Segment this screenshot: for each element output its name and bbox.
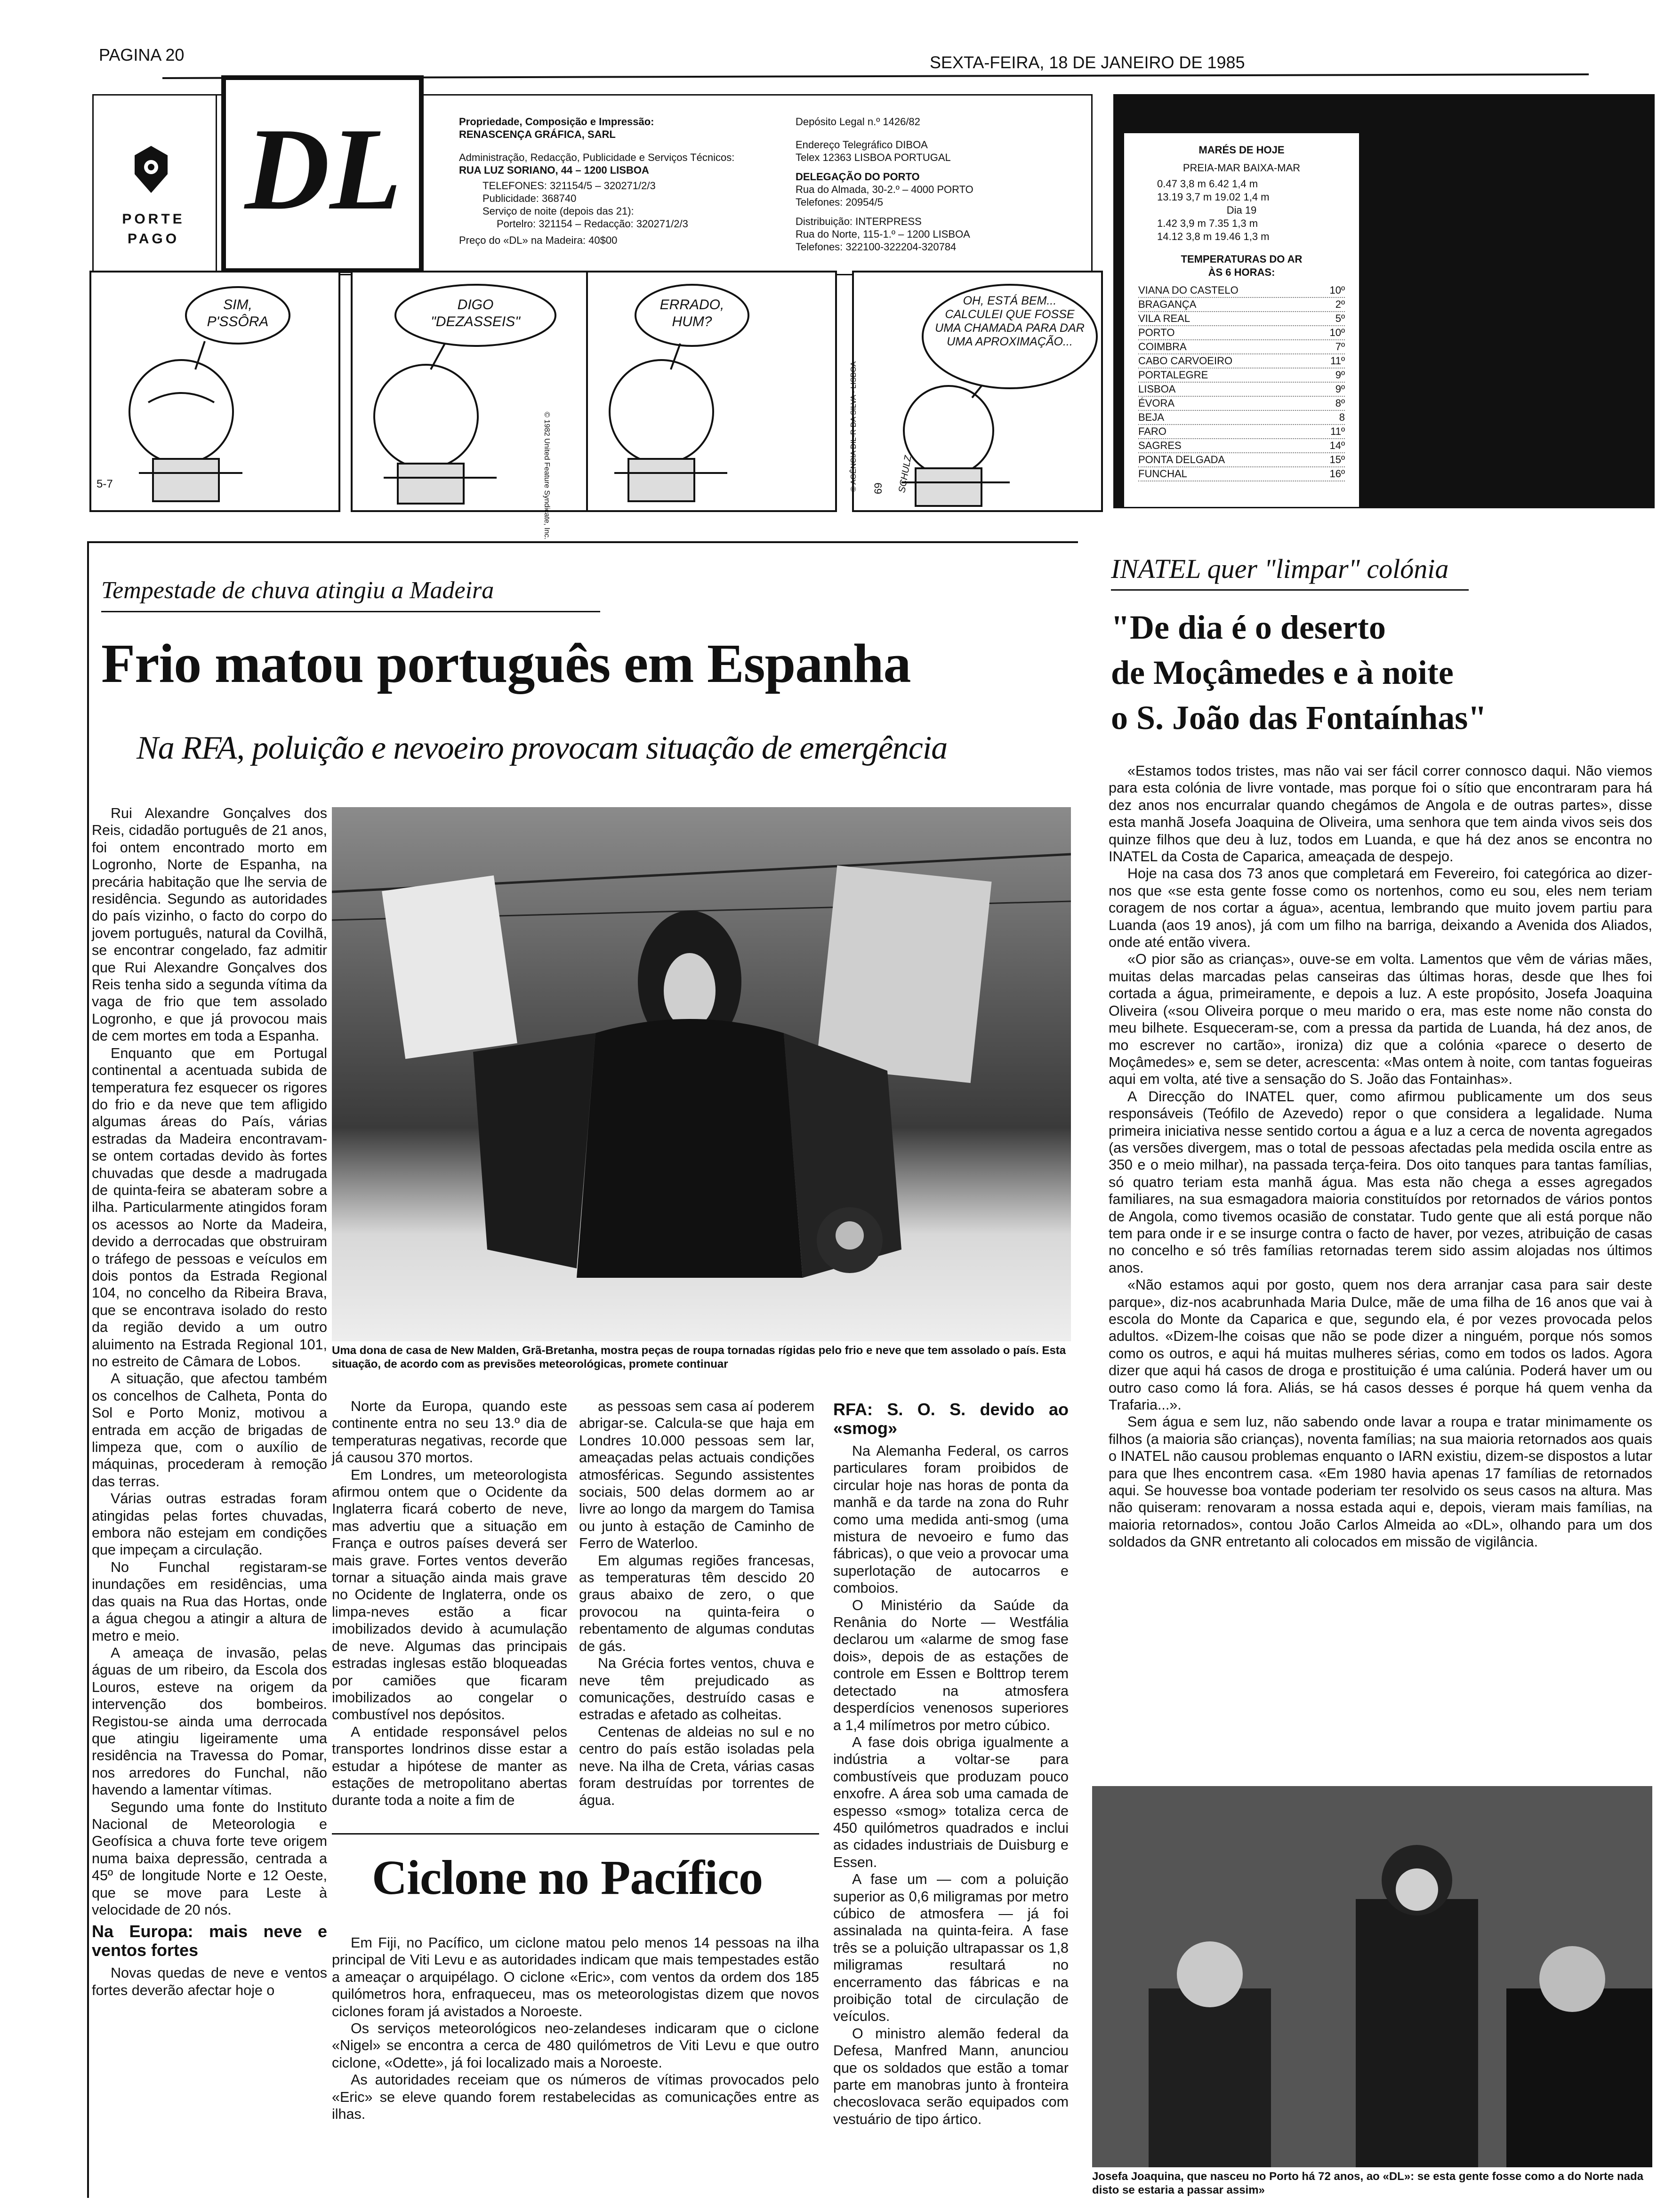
kicker-underline — [101, 611, 600, 612]
dl-logo-box — [221, 75, 424, 273]
temp-value: 11º — [1330, 425, 1345, 437]
masthead-col-2: Depósito Legal n.º 1426/82 Endereço Telegráfico DIBOA Telex 12363 LISBOA PORTUGAL DELEGAÇÃO DO PORTO Rua do Almada, 30-2.º – 4000 PORTO Telefones: 20954/5 Distribuição: INTERPRESS Rua do Norte, 115-1.º – 1200 LISBOA Telefones: 322100-322204-320784 — [796, 116, 973, 253]
temp-value: 10º — [1329, 284, 1345, 296]
comic-code: 5-7 — [97, 478, 113, 490]
temp-city: FARO — [1138, 425, 1166, 437]
temp-city: PORTALEGRE — [1138, 369, 1208, 381]
europe-subhead: Na Europa: mais neve e ventos fortes — [92, 1922, 327, 1960]
main-col-4: RFA: S. O. S. devido ao «smog» Na Alemanha Federal, os carros particulares foram proibidos de circular hoje nas horas de ponta da manhã e da tarde na zona do Ruhr como uma medida anti-smog (uma mistura de nevoeiro e fumo das fábricas), o que veio a provocar uma superlotação de autocarros e comboios. O Ministério da Saúde da Renânia do Norte — Westfália declarou um «alarme de smog fase dois», depois de as estações de controle em Essen e Bolttrop terem detectado na atmosfera desperdícios venenosos superiores a 1,4 milímetros por metro cúbico. A fase dois obriga igualmente a indústria a voltar-se para combustíveis que produzam pouco enxofre. A área sob uma camada de espesso «smog» totaliza cerca de 450 quilómetros quadrados e inclui as cidades industriais de Duisburg e Essen. A fase um — com a poluição superior as 0,6 miligramas por metro cúbico de atmosfera — já foi assinalada na quinta-feira. A fase três se a poluição ultrapassar os 1,8 miligramas resultará no encerramento das fábricas e na proibição total de circulação de veículos. O ministro alemão federal da Defesa, Manfred Mann, anunciou que os soldados que estão a tomar parte em manobras junto à fronteira checoslovaca serão equipados com vestuário de tipo ártico. — [833, 1400, 1069, 2127]
masthead-col-1: Propriedade, Composição e Impressão: RENASCENÇA GRÁFICA, SARL Administração, Redacção, Publicidade e Serviços Técnicos: RUA LUZ SORIANO, 44 – 1200 LISBOA TELEFONES: 321154/5 – 320271/2/3 Publicidade: 368740 Serviço de noite (depois das 21): Portelro: 321154 – Redacção: 320271/2/3 Preço do «DL» na Madeira: 40$00 — [459, 116, 735, 246]
bubble-3-text: ERRADO, HUM? — [660, 297, 724, 329]
temps-title: TEMPERATURAS DO AR — [1181, 253, 1303, 265]
comic-number: 69 — [872, 482, 884, 494]
tide-row: Dia 19 — [1226, 204, 1257, 216]
temp-value: 16º — [1329, 468, 1345, 480]
temp-row — [1138, 453, 1345, 467]
temp-row — [1138, 326, 1345, 340]
inatel-text: «Estamos todos tristes, mas não vai ser fácil correr connosco daqui. Não viemos para esta colónia de livre vontade, mas porque foi o sítio que encontraram para há dez anos nos encurralar quando chegámos de Angola e de outras partes», disse esta manhã Josefa Joaquina de Oliveira, uma senhora que tem ainda vivos seis dos quinze filhos que deu à luz, todos em Luanda, e que há dez anos se encontra no INATEL da Costa de Caparica, ameaçada de despejo. Hoje na casa dos 73 anos que completará em Fevereiro, foi categórica ao dizer-nos que «se esta gente fosse como os nortenhos, como eu sou, eles nem teriam coragem de nos cortar a água», acentua, lembrando que muito jovem partiu para Luanda (aos 19 anos), já com um filho na barriga, deixando a Avenida dos Aliados, onde até então vivera. «O pior são as crianças», ouve-se em volta. Lamentos que vêm de várias mães, muitas delas marcadas pelas canseiras das últimas horas, desde que lhes foi cortada a água, primeiramente, e depois a luz. A este propósito, Josefa Joaquina Oliveira («sou Oliveira porque o meu marido o era, mas este nome não consta do meu bilhete. Esqueceram-se, com a pressa da partida de Luanda, há dez anos, de mo escrever no cartão», ironiza) diz que a colónia «parece o deserto de Moçâmedes» e, sem se deter, acrescenta: «Mas ontem à noite, com tantas fogueiras aqui em volta, até tive a sensação do S. João das Fontainhas». A Direcção do INATEL quer, como afirmou publicamente um dos seus responsáveis (Teófilo de Azevedo) repor o que considera a legalidade. Numa primeira iniciativa nesse sentido cortou a água e a luz a cerca de noventa agregados (as versões divergem, mas o total de pessoas afectadas pela medida oscila entre as 350 e o meio milhar), na passada terça-feira. Dos oito tanques para tantas famílias, só quatro teriam esta manhã água. Mas esta não chega a esses agregados familiares, na sua esmagadora maioria constituídos por retornados de vários pontos de Angola, como tivemos ocasião de constatar. Tudo gente que ali está porque não tem para onde ir e se insurge contra o facto de haver, por vezes, atribuição de casas no concelho e só três famílias retornadas terem sido assim alojadas nos últimos anos. «Não estamos aqui por gosto, quem nos dera arranjar casa para sair deste parque», diz-nos acabrunhada Maria Dulce, mãe de uma filha de 16 anos que vai à escola do Monte da Caparica e que, segundo ela, é por vezes provocada pelos adultos. «Dizem-lhe coisas que não se pode dizer a ninguém, porque nós somos como os outros, e aqui há muitas mulheres sérias, como em todos os lados. Agora dizer que aqui há casos de droga e prostituição é uma calúnia. Poderá haver um ou outro caso como lá fora. Aliás, se há casos desses é porque há quem venha da Trafaria...». Sem água e sem luz, não sabendo onde lavar a roupa e tratar minimamente os filhos (a maioria são crianças), noventa famílias; na sua maioria retornados aos quais o INATEL não causou problemas enquanto o IARN existiu, dizem-se dispostos a lutar para que lhes encontrem casa. «Em 1980 havia apenas 17 famílias de retornados aqui. Se houvesse boa vontade poderiam ter resolvido os seus casos na altura. Mas não quiseram: renovaram a nossa estada aqui e, depois, vieram mais famílias, na maioria retornados», contou João Carlos Almeida ao «DL», olhando para um dos soldados da GNR entretanto ali colocados em missão de vigilância. — [1109, 763, 1652, 1550]
temp-value: 2º — [1335, 298, 1345, 310]
temp-row — [1138, 284, 1345, 298]
main-col-1: Rui Alexandre Gonçalves dos Reis, cidadão português de 21 anos, foi ontem encontrado morto em Logronho, Norte de Espanha, na precária habitação que lhe servia de residência. Segundo as autoridades do país vizinho, o facto do corpo do jovem português, natural da Covilhã, se encontrar congelado, faz admitir que Rui Alexandre Gonçalves dos Reis tenha sido a segunda vítima da vaga de frio que tem assolado Logronho, e que já provocou mais de cem mortes em toda a Espanha. Enquanto que em Portugal continental a acentuada subida de temperatura fez esquecer os rigores do frio e da neve que tem afligido algumas áreas do País, várias estradas da Madeira encontravam-se ontem cortadas devido às fortes chuvadas que desde a madrugada de quinta-feira se abateram sobre a ilha. Particularmente atingidos foram os acessos ao Norte da Madeira, devido a derrocadas que obstruiram o tráfego de pessoas e veículos em dois pontos da Estrada Regional 104, no concelho da Ribeira Brava, que se encontrava isolado do resto da região devido a um outro aluimento na Estrada Regional 101, no estreito de Câmara de Lobos. A situação, que afectou também os concelhos de Calheta, Ponta do Sol e Porto Moniz, motivou a entrada em acção de brigadas de limpeza que, com o auxílio de máquinas, procederam à remoção das terras. Várias outras estradas foram atingidas pelas fortes chuvadas, embora não estejam em condições que impeçam a circulação. No Funchal registaram-se inundações em residências, uma das quais na Rua das Hortas, onde a água chegou a atingir a altura de metro e meio. A ameaça de invasão, pelas águas de um ribeiro, da Escola dos Louros, esteve na origem da intervenção dos bombeiros. Registou-se ainda uma derrocada que atingiu ligeiramente uma residência na Travessa do Pomar, nos arredores do Funchal, não havendo a lamentar vítimas. Segundo uma fonte do Instituto Nacional de Meteorologia e Geofísica a chuva forte teve origem numa baixa depressão, centrada a 45º de longitude Norte e 12 Oeste, que se move para Leste à velocidade de 20 nós. Na Europa: mais neve e ventos fortes Novas quedas de neve e ventos fortes deverão afectar hoje o — [92, 805, 327, 1998]
temp-city: COIMBRA — [1138, 341, 1187, 353]
temp-city: PONTA DELGADA — [1138, 454, 1225, 465]
bubble-2-text: DIGO "DEZASSEIS" — [431, 297, 520, 329]
temp-city: VIANA DO CASTELO — [1138, 284, 1239, 296]
page-number: PAGINA 20 — [99, 45, 185, 64]
temp-row — [1138, 383, 1345, 397]
temp-value: 7º — [1335, 341, 1345, 353]
cyclone-text: Em Fiji, no Pacífico, um ciclone matou pelo menos 14 pessoas na ilha principal de Viti Levu e as autoridades indicam que mais tempestades estão a ameaçar o arquipélago. O ciclone «Eric», com ventos da ordem dos 185 quilómetros hora, enfraqueceu, mas os meteorologistas dizem que novos ciclones foram já avistados a Noroeste. Os serviços meteorológicos neo-zelandeses indicaram que o ciclone «Nigel» se encontra a cerca de 480 quilómetros de Viti Levu e que outro ciclone, «Odette», já foi localizado mais a Noroeste. As autoridades receiam que os números de vítimas provocados pelo «Eric» se eleve quando forem restabelecidas as comunicações entre as ilhas. — [332, 1935, 819, 2123]
page-date: SEXTA-FEIRA, 18 DE JANEIRO DE 1985 — [930, 53, 1245, 72]
comic-credit: © 1982 United Feature Syndicate, Inc. — [543, 412, 551, 540]
temp-value: 8 — [1339, 411, 1345, 423]
cyclone-rule — [332, 1833, 819, 1835]
temp-value: 11º — [1330, 355, 1345, 367]
temps-title-2: ÀS 6 HORAS: — [1208, 266, 1275, 278]
temp-city: BRAGANÇA — [1138, 298, 1197, 310]
rfa-subhead: RFA: S. O. S. devido ao «smog» — [833, 1400, 1069, 1438]
postage-box — [92, 94, 217, 275]
inatel-kicker-underline — [1111, 589, 1469, 591]
temp-value: 15º — [1329, 454, 1345, 465]
tide-row: 0.47 3,8 m 6.42 1,4 m — [1157, 178, 1258, 190]
temp-row — [1138, 467, 1345, 481]
inatel-photo-caption: Josefa Joaquina, que nasceu no Porto há 72 anos, ao «DL»: se esta gente fosse como a do Norte nada disto se estaria a passar assim» — [1092, 2170, 1643, 2196]
comic-credit-2: © AGÊNCIA DIL-R DA SILVA - LISBOA — [850, 361, 858, 492]
weather-panel — [1123, 132, 1360, 508]
temp-row — [1138, 411, 1345, 425]
temp-city: LISBOA — [1138, 383, 1176, 395]
temp-city: ÉVORA — [1138, 397, 1175, 409]
tide-row: 1.42 3,9 m 7.35 1,3 m — [1157, 217, 1258, 229]
temp-city: PORTO — [1138, 327, 1175, 338]
temps-list — [1138, 284, 1345, 481]
main-photo — [332, 807, 1071, 1341]
bubble-1-text: SIM, P'SSÔRA — [207, 297, 269, 329]
inatel-photo — [1092, 1786, 1652, 2167]
inatel-kicker: INATEL quer "limpar" colónia — [1111, 553, 1449, 584]
temp-city: VILA REAL — [1138, 313, 1190, 324]
temp-city: FUNCHAL — [1138, 468, 1187, 480]
temp-city: BEJA — [1138, 411, 1165, 423]
temp-row — [1138, 369, 1345, 383]
temp-city: SAGRES — [1138, 440, 1182, 451]
temp-row — [1138, 397, 1345, 411]
comic-signature: SCHULZ — [897, 455, 914, 494]
temp-value: 8º — [1335, 397, 1345, 409]
temp-row — [1138, 340, 1345, 354]
main-col-2: Norte da Europa, quando este continente entra no seu 13.º dia de temperaturas negativas, recorde que já causou 370 mortos. Em Londres, um meteorologista afirmou ontem que o Ocidente da Inglaterra ficará coberto de neve, mas advertiu que a situação em França e outros países deverá ser mais grave. Fortes ventos deverão tornar a situação ainda mais grave no Ocidente de Inglaterra, onde os limpa-neves estão a ficar imobilizados devido à acumulação de neve. Algumas das principais estradas inglesas estão bloqueadas por camiões que ficaram imobilizados ao congelar o combustível nos depósitos. A entidade responsável pelos transportes londrinos disse estar a estudar a hipótese de manter as estações de metropolitano abertas durante toda a noite a fim de — [332, 1398, 567, 1809]
tides-sub: PREIA-MAR BAIXA-MAR — [1182, 162, 1301, 174]
main-headline: Frio matou português em Espanha — [101, 633, 911, 694]
bubble-4-text: OH, ESTÁ BEM... CALCULEI QUE FOSSE UMA CHAMADA PARA DAR UMA APROXIMAÇÃO... — [935, 294, 1085, 348]
temp-row — [1138, 439, 1345, 453]
inatel-headline: "De dia é o deserto de Moçâmedes e à noite o S. João das Fontaínhas" — [1111, 609, 1487, 737]
porte-pago: PORTE PAGO — [122, 211, 185, 247]
temp-value: 9º — [1335, 383, 1345, 395]
temp-value: 14º — [1329, 440, 1345, 451]
main-col-3: as pessoas sem casa aí poderem abrigar-se. Calcula-se que haja em Londres 10.000 pessoas sem lar, ameaçadas pelas actuais condições atmosféricas. Segundo assistentes sociais, 500 delas dormem ao ar livre ao longo da margem do Tamisa ou junto à estação de Caminho de Ferro de Waterloo. Em algumas regiões francesas, as temperaturas têm descido 20 graus abaixo de zero, o que provocou na quinta-feira o rebentamento de algumas condutas de gás. Na Grécia fortes ventos, chuva e neve têm prejudicado as comunicações, destruído casas e estradas e afetado as colheitas. Centenas de aldeias no sul e no centro do país estão isoladas pela neve. Na ilha de Creta, várias casas foram destruídas por torrentes de água. — [579, 1398, 814, 1809]
temp-city: CABO CARVOEIRO — [1138, 355, 1233, 367]
temp-row — [1138, 425, 1345, 439]
tides-title: MARÉS DE HOJE — [1199, 144, 1285, 156]
main-kicker: Tempestade de chuva atingiu a Madeira — [101, 577, 494, 604]
temp-row — [1138, 298, 1345, 312]
temp-row — [1138, 312, 1345, 326]
comic-strip — [87, 271, 1099, 540]
temp-row — [1138, 354, 1345, 369]
coat-of-arms-icon — [125, 141, 177, 198]
main-subheadline: Na RFA, poluição e nevoeiro provocam situação de emergência — [137, 730, 948, 766]
main-photo-caption: Uma dona de casa de New Malden, Grã-Bretanha, mostra peças de roupa tornadas rígidas pelo frio e neve que tem assolado o país. Esta situação, de acordo com as previsões meteorológicas, promete continuar — [332, 1344, 1066, 1370]
temp-value: 5º — [1335, 313, 1345, 324]
tide-row: 14.12 3,8 m 19.46 1,3 m — [1157, 231, 1270, 242]
temp-value: 9º — [1335, 369, 1345, 381]
dl-logo: DL — [245, 104, 402, 234]
tide-row: 13.19 3,7 m 19.02 1,4 m — [1157, 191, 1270, 203]
cyclone-headline: Ciclone no Pacífico — [372, 1851, 763, 1905]
temp-value: 10º — [1329, 327, 1345, 338]
